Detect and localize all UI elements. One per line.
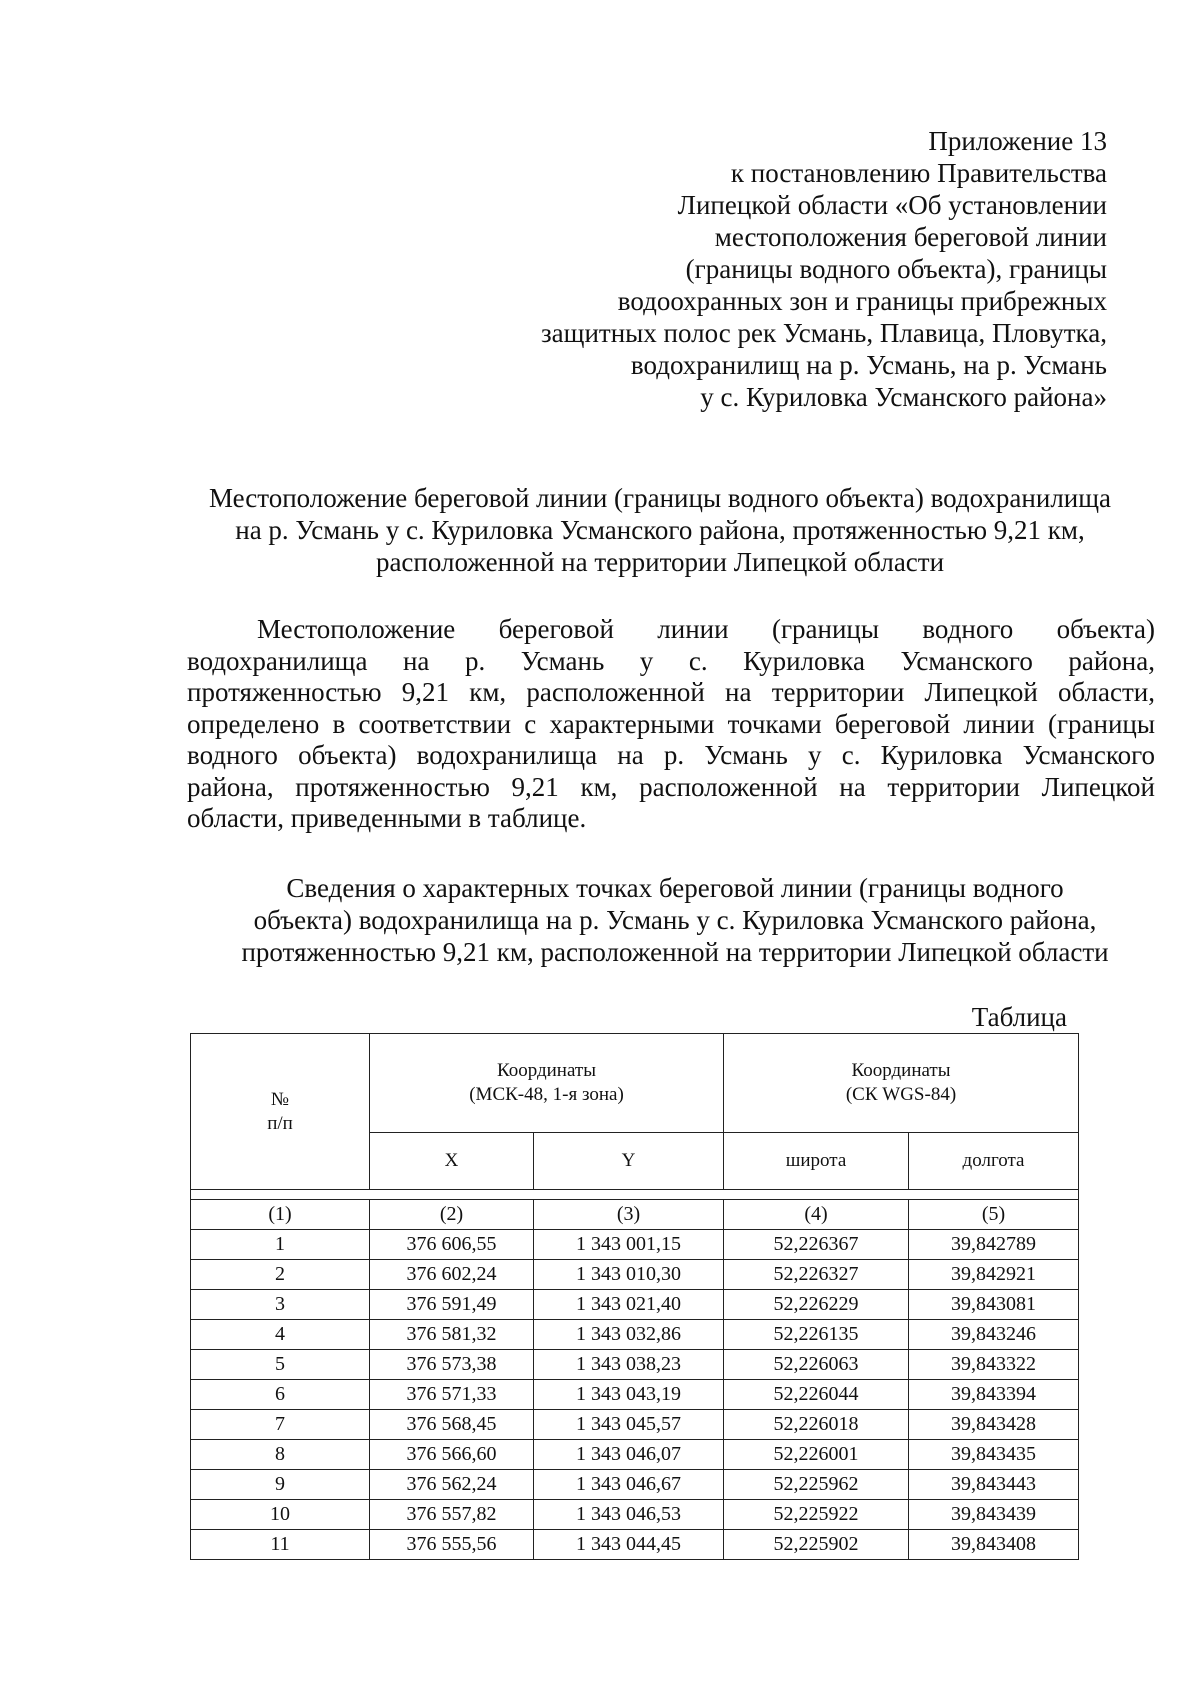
y-cell: 1 343 044,45 [534,1530,724,1560]
appendix-line: защитных полос рек Усмань, Плавица, Пловутка, [541,318,1107,348]
x-cell: 376 566,60 [370,1440,534,1470]
x-cell: 376 557,82 [370,1500,534,1530]
table-title [195,872,1155,968]
longitude-cell: 39,842921 [909,1260,1079,1290]
table-row [191,1230,1079,1260]
point-number-cell: 7 [191,1410,370,1440]
table-row [191,1470,1079,1500]
longitude-cell: 39,842789 [909,1230,1079,1260]
latitude-cell: 52,226327 [724,1260,909,1290]
coordinates-table [190,1033,1079,1560]
y-cell: 1 343 045,57 [534,1410,724,1440]
latitude-cell: 52,226135 [724,1320,909,1350]
header-msk-system: (МСК-48, 1-я зона) [469,1084,624,1105]
point-number-cell: 4 [191,1320,370,1350]
y-cell: 1 343 043,19 [534,1380,724,1410]
header-msk-coordinates [370,1034,724,1133]
longitude-cell: 39,843408 [909,1530,1079,1560]
paragraph-line: протяженностью 9,21 км, расположенной на территории Липецкой области, [187,677,1155,707]
paragraph-line: водохранилища на р. Усмань у с. Куриловка Усманского района, [187,645,1155,676]
appendix-line: к постановлению Правительства [730,158,1107,188]
title-line: расположенной на территории Липецкой области [375,547,945,577]
document-title [160,482,1160,578]
longitude-cell: 39,843081 [909,1290,1079,1320]
x-cell: 376 591,49 [370,1290,534,1320]
table-title-line: объекта) водохранилища на р. Усмань у с. Куриловка Усманского района, [253,905,1097,935]
table-row [191,1380,1079,1410]
y-cell: 1 343 038,23 [534,1350,724,1380]
table-row [191,1410,1079,1440]
appendix-line: Приложение 13 [928,126,1107,156]
point-number-cell: 2 [191,1260,370,1290]
header-number-symbol: № [270,1088,290,1110]
header-latitude: широта [724,1133,909,1190]
appendix-line: у с. Куриловка Усманского района» [700,382,1107,412]
table-body [191,1190,1079,1560]
latitude-cell: 52,226044 [724,1380,909,1410]
longitude-cell: 39,843322 [909,1350,1079,1380]
title-line: Местоположение береговой линии (границы водного объекта) водохранилища [208,483,1112,513]
column-number: (1) [191,1200,370,1230]
paragraph-line: водного объекта) водохранилища на р. Усмань у с. Куриловка Усманского [187,740,1155,770]
column-number: (2) [370,1200,534,1230]
table-title-line: протяженностью 9,21 км, расположенной на территории Липецкой области [241,937,1109,967]
paragraph-line: определено в соответствии с характерными точками береговой линии (границы [187,708,1155,739]
table-caption: Таблица [971,1002,1067,1032]
appendix-line: местоположения береговой линии [714,222,1107,252]
x-cell: 376 571,33 [370,1380,534,1410]
point-number-cell: 11 [191,1530,370,1560]
appendix-line: водоохранных зон и границы прибрежных [617,286,1107,316]
longitude-cell: 39,843435 [909,1440,1079,1470]
point-number-cell: 3 [191,1290,370,1320]
table-row [191,1530,1079,1560]
spacer-cell [191,1190,1079,1200]
longitude-cell: 39,843439 [909,1500,1079,1530]
latitude-cell: 52,226001 [724,1440,909,1470]
header-number-label: п/п [267,1112,293,1134]
header-wgs-title: Координаты [851,1060,951,1081]
x-cell: 376 602,24 [370,1260,534,1290]
y-cell: 1 343 001,15 [534,1230,724,1260]
body-paragraph [187,614,1155,835]
x-cell: 376 606,55 [370,1230,534,1260]
y-cell: 1 343 046,67 [534,1470,724,1500]
header-msk-title: Координаты [497,1060,596,1081]
header-x: X [370,1133,534,1190]
table-row [191,1500,1079,1530]
table-title-line: Сведения о характерных точках береговой линии (границы водного [286,873,1064,903]
point-number-cell: 6 [191,1380,370,1410]
longitude-cell: 39,843428 [909,1410,1079,1440]
longitude-cell: 39,843394 [909,1380,1079,1410]
latitude-cell: 52,226229 [724,1290,909,1320]
x-cell: 376 562,24 [370,1470,534,1500]
table-row [191,1260,1079,1290]
y-cell: 1 343 046,07 [534,1440,724,1470]
latitude-cell: 52,226367 [724,1230,909,1260]
column-number: (5) [909,1200,1079,1230]
point-number-cell: 10 [191,1500,370,1530]
column-number-row [191,1200,1079,1230]
table-row [191,1350,1079,1380]
point-number-cell: 8 [191,1440,370,1470]
x-cell: 376 581,32 [370,1320,534,1350]
y-cell: 1 343 010,30 [534,1260,724,1290]
table-row [191,1320,1079,1350]
appendix-line: водохранилищ на р. Усмань, на р. Усмань [630,350,1107,380]
point-number-cell: 5 [191,1350,370,1380]
longitude-cell: 39,843443 [909,1470,1079,1500]
paragraph-line: Местоположение береговой линии (границы водного объекта) [257,614,1155,644]
header-number [191,1034,370,1190]
paragraph-line: района, протяженностью 9,21 км, расположенной на территории Липецкой [187,771,1155,802]
header-longitude: долгота [909,1133,1079,1190]
table-spacer [191,1190,1079,1200]
table-row [191,1440,1079,1470]
table-row [191,1290,1079,1320]
paragraph-line: области, приведенными в таблице. [187,803,587,833]
title-line: на р. Усмань у с. Куриловка Усманского района, протяженностью 9,21 км, [235,515,1085,545]
column-number: (4) [724,1200,909,1230]
y-cell: 1 343 032,86 [534,1320,724,1350]
latitude-cell: 52,226063 [724,1350,909,1380]
point-number-cell: 9 [191,1470,370,1500]
latitude-cell: 52,225902 [724,1530,909,1560]
appendix-line: (границы водного объекта), границы [685,254,1107,284]
x-cell: 376 555,56 [370,1530,534,1560]
appendix-header [467,125,1107,413]
y-cell: 1 343 021,40 [534,1290,724,1320]
x-cell: 376 568,45 [370,1410,534,1440]
x-cell: 376 573,38 [370,1350,534,1380]
y-cell: 1 343 046,53 [534,1500,724,1530]
point-number-cell: 1 [191,1230,370,1260]
longitude-cell: 39,843246 [909,1320,1079,1350]
latitude-cell: 52,225962 [724,1470,909,1500]
header-y: Y [534,1133,724,1190]
column-number: (3) [534,1200,724,1230]
header-wgs-system: (СК WGS-84) [845,1084,957,1105]
latitude-cell: 52,226018 [724,1410,909,1440]
appendix-line: Липецкой области «Об установлении [677,190,1107,220]
header-wgs-coordinates [724,1034,1079,1133]
latitude-cell: 52,225922 [724,1500,909,1530]
